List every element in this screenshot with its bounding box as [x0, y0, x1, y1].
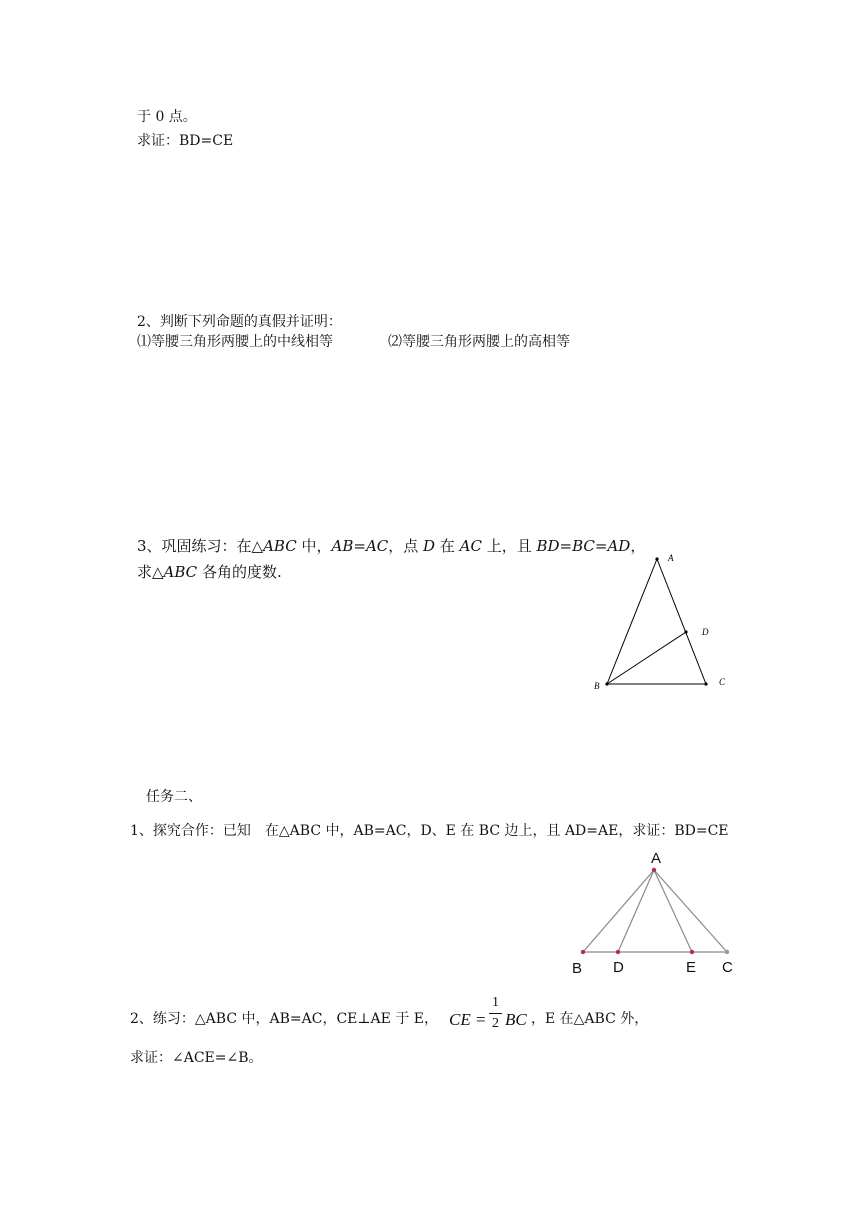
point-c: [725, 950, 729, 954]
segment-ac: [654, 870, 727, 952]
label-c: C: [722, 959, 733, 976]
point-d: [616, 950, 620, 954]
formula-eq: =: [476, 1010, 486, 1029]
formula-lhs: CE: [449, 1010, 471, 1029]
point-b: [581, 950, 585, 954]
point-a: [655, 557, 658, 560]
triangle-figure-2: [565, 846, 745, 976]
section2-item1: ⑴等腰三角形两腰上的中线相等: [137, 334, 333, 350]
label-d: D: [702, 627, 709, 637]
section2-item2: ⑵等腰三角形两腰上的高相等: [388, 334, 570, 350]
label-b: B: [572, 960, 583, 976]
label-e: E: [686, 959, 697, 976]
section1-line2: 求证：BD=CE: [137, 133, 234, 149]
task2-heading: 任务二、: [146, 789, 202, 805]
task2-problem2-prefix: 2、练习：△ABC 中，AB=AC，CE⊥AE 于 E，: [130, 1011, 438, 1027]
section1-line1: 于 0 点。: [137, 109, 197, 125]
triangle-figure-1: [585, 548, 735, 698]
point-a: [652, 868, 656, 872]
task2-problem2-suffix: ，E 在△ABC 外，: [531, 1011, 649, 1027]
label-a: A: [668, 553, 674, 563]
segment-ac: [657, 559, 706, 684]
formula-rhs: BC: [505, 1010, 527, 1029]
label-b: B: [594, 681, 600, 691]
section3-line1: 3、巩固练习：在△ABC 中，AB=AC，点 D 在 AC 上，且 BD=BC=AD，: [137, 537, 646, 555]
point-b: [605, 682, 608, 685]
label-d: D: [613, 959, 624, 976]
segment-ab: [583, 870, 654, 952]
label-c: C: [719, 677, 726, 687]
formula-ce-half-bc: [449, 994, 529, 1040]
point-c: [704, 682, 707, 685]
segment-ad: [618, 870, 654, 952]
task2-problem2-line2: 求证：∠ACE=∠B。: [130, 1050, 263, 1066]
formula-numerator: 1: [492, 995, 499, 1010]
segment-ab: [607, 559, 657, 684]
segment-ae: [654, 870, 692, 952]
label-a: A: [651, 850, 662, 867]
point-e: [690, 950, 694, 954]
fraction-bar: [489, 1013, 502, 1014]
section2-heading: 2、判断下列命题的真假并证明：: [137, 314, 342, 330]
formula-denominator: 2: [492, 1016, 499, 1031]
segment-bd: [607, 632, 686, 684]
point-d: [684, 630, 687, 633]
task2-problem1: 1、探究合作：已知 在△ABC 中，AB=AC，D、E 在 BC 边上，且 AD=AE，求证：BD=CE: [130, 823, 729, 839]
section3-line2: 求△ABC 各角的度数.: [137, 563, 282, 581]
